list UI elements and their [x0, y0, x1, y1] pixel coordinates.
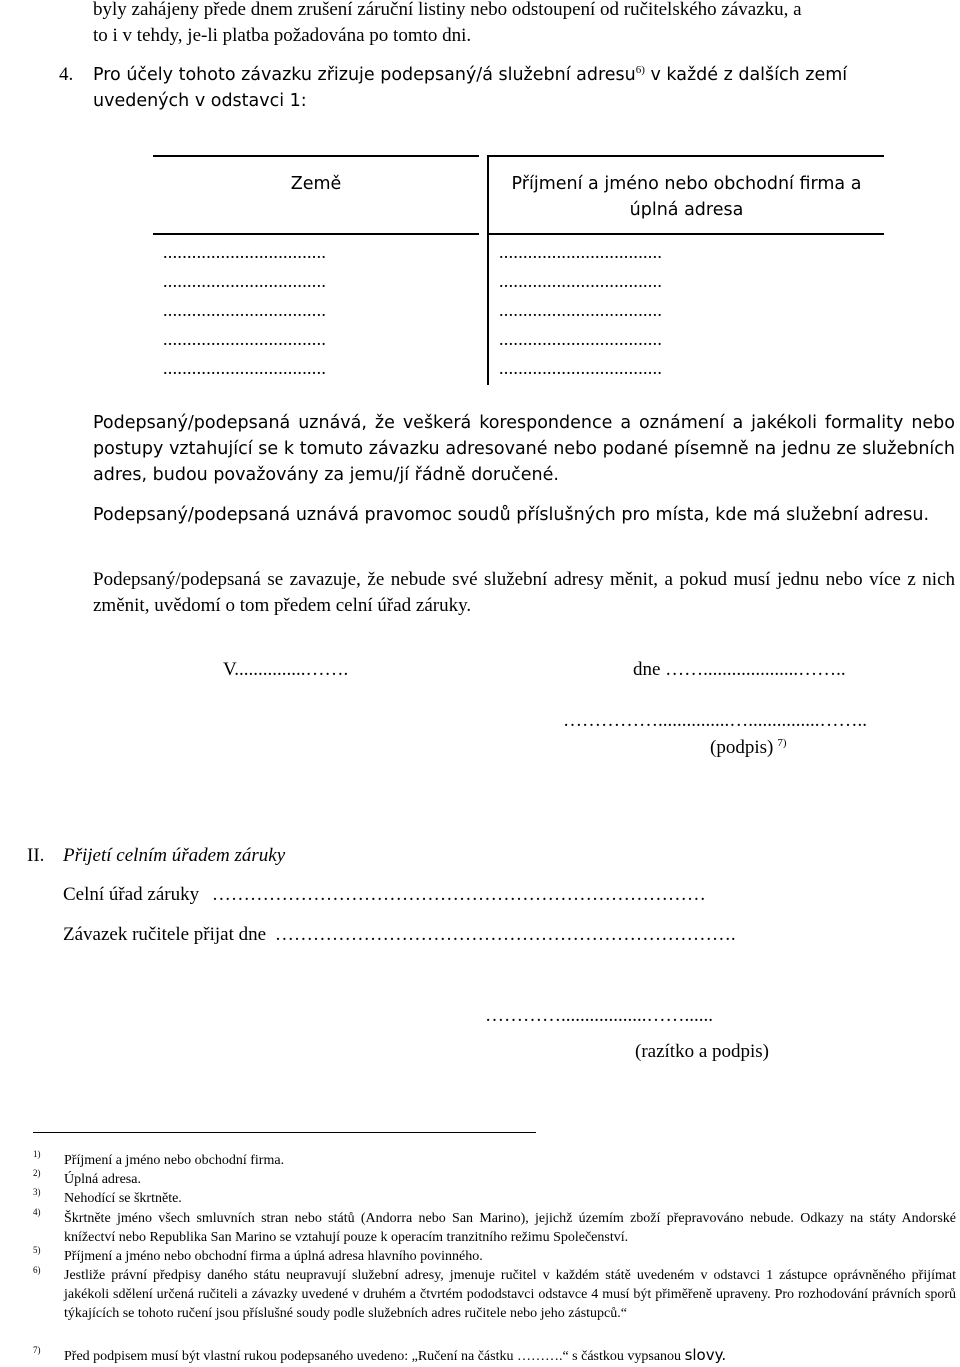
- customs-office-field: [63, 882, 706, 908]
- signature-label-text: (podpis): [710, 737, 774, 758]
- item4-footnote-ref: 6): [635, 64, 645, 77]
- item-number: 4.: [59, 64, 74, 85]
- acceptance-date-label: Závazek ručitele přijat dne: [63, 924, 267, 945]
- declaration-correspondence: Podepsaný/podepsaná uznává, že veškerá korespondence a oznámení a jakékoli formality nebo postupy vztahující se k tomuto závazku adresované nebo podané písemně na jednu ze služebních adres, budou považovány za jemu/jí řádně doručené.: [93, 413, 955, 485]
- section-2-title: Přijetí celním úřadem záruky: [63, 845, 286, 866]
- table-row-address-2: ..................................: [499, 271, 663, 291]
- signature-dots: ……………...............…...............……..: [563, 710, 867, 731]
- item4-text-tail: v každé z dalších zemí: [644, 65, 848, 85]
- footnote-2-text: Úplná adresa.: [64, 1172, 141, 1187]
- stamp-label: (razítko a podpis): [635, 1041, 770, 1062]
- footnote-6-number: 6): [33, 1265, 41, 1275]
- footnote-6-text: Jestliže právní předpisy daného státu neupravují služební adresy, jmenuje ručitel v každém státě uvedeném v odstavci 1 zástupce oprávněného přijímat jakékoli sdělení určená ručiteli a závazky uvedené v druhém a čtvrtém pododstavci odstavce 4 musí být přiměřeně upraveny. Pro rozhodování právních sporů týkajících se tohoto ručení jsou příslušné soudy podle služebních adres ručitele nebo jeho zástupců.“: [64, 1268, 956, 1321]
- footnote-7-number: 7): [33, 1345, 41, 1355]
- acceptance-date-field: [63, 922, 736, 948]
- footnote-2-number: 2): [33, 1168, 41, 1178]
- declaration-address-change: Podepsaný/podepsaná se zavazuje, že nebude své služební adresy měnit, a pokud musí jednu nebo více z nich změnit, uvědomí o tom předem celní úřad záruky.: [93, 569, 955, 616]
- table-header-rule-left: [153, 233, 479, 235]
- table-header-address: Příjmení a jméno nebo obchodní firma a úplná adresa: [511, 174, 862, 220]
- item4-text: [93, 62, 957, 88]
- signature-place: V...............…….: [223, 659, 349, 680]
- item4-text-main: Pro účely tohoto závazku zřizuje podepsaný/á služební adresu: [93, 65, 636, 85]
- intro-line-1: byly zahájeny přede dnem zrušení záruční listiny nebo odstoupení od ručitelského závazku, a: [93, 0, 802, 20]
- customs-office-dots: ……………………………………………………………………: [211, 884, 706, 905]
- table-row-country-3: ..................................: [163, 300, 327, 320]
- signature-date: dne ……....................……..: [633, 659, 846, 680]
- customs-office-label: Celní úřad záruky: [63, 884, 200, 905]
- table-row-country-4: ..................................: [163, 329, 327, 349]
- footnote-4-text: Škrtněte jméno všech smluvních stran nebo států (Andorra nebo San Marino), jejichž územím zboží přepravováno nebude. Odkazy na státy Andorské knížectví nebo Republika San Marino se vztahují pouze k operacím tranzitního režimu Společenství.: [64, 1211, 956, 1245]
- signature-footnote-ref: 7): [777, 736, 787, 749]
- table-row-address-5: ..................................: [499, 358, 663, 378]
- stamp-dots: …………..................……......: [485, 1005, 713, 1026]
- footnote-5-text: Příjmení a jméno nebo obchodní firma a úplná adresa hlavního povinného.: [64, 1249, 483, 1264]
- footnote-7-text-end: slovy.: [684, 1346, 727, 1364]
- table-header-rule-right: [489, 233, 884, 235]
- table-row-address-4: ..................................: [499, 329, 663, 349]
- footnote-1-text: Příjmení a jméno nebo obchodní firma.: [64, 1153, 285, 1168]
- footnote-3-text: Nehodící se škrtněte.: [64, 1191, 182, 1206]
- table-top-rule-right: [489, 155, 884, 157]
- acceptance-date-dots: ……………………………………………………………….: [274, 924, 736, 945]
- table-row-country-5: ..................................: [163, 358, 327, 378]
- footnote-7-text: [64, 1346, 956, 1366]
- footnote-5-number: 5): [33, 1245, 41, 1255]
- intro-line-2: to i v tehdy, je-li platba požadována po tomto dni.: [93, 25, 472, 46]
- footnote-3-number: 3): [33, 1187, 41, 1197]
- signature-label: [710, 735, 787, 761]
- footnote-4-number: 4): [33, 1207, 41, 1217]
- declaration-jurisdiction: Podepsaný/podepsaná uznává pravomoc soudů příslušných pro místa, kde má služební adresu.: [93, 505, 930, 525]
- table-row-address-1: ..................................: [499, 242, 663, 262]
- table-row-country-1: ..................................: [163, 242, 327, 262]
- item4-text-line-2: uvedených v odstavci 1:: [93, 91, 307, 111]
- table-row-country-2: ..................................: [163, 271, 327, 291]
- table-header-country: Země: [290, 174, 342, 194]
- footnote-separator: [33, 1132, 536, 1133]
- table-top-rule-left: [153, 155, 479, 157]
- footnote-7-text-main: Před podpisem musí být vlastní rukou podepsaného uvedeno: „Ručení na částku ……….“ s částkou vypsanou: [64, 1349, 685, 1364]
- footnote-1-number: 1): [33, 1149, 41, 1159]
- section-2-number: II.: [27, 845, 45, 866]
- table-row-address-3: ..................................: [499, 300, 663, 320]
